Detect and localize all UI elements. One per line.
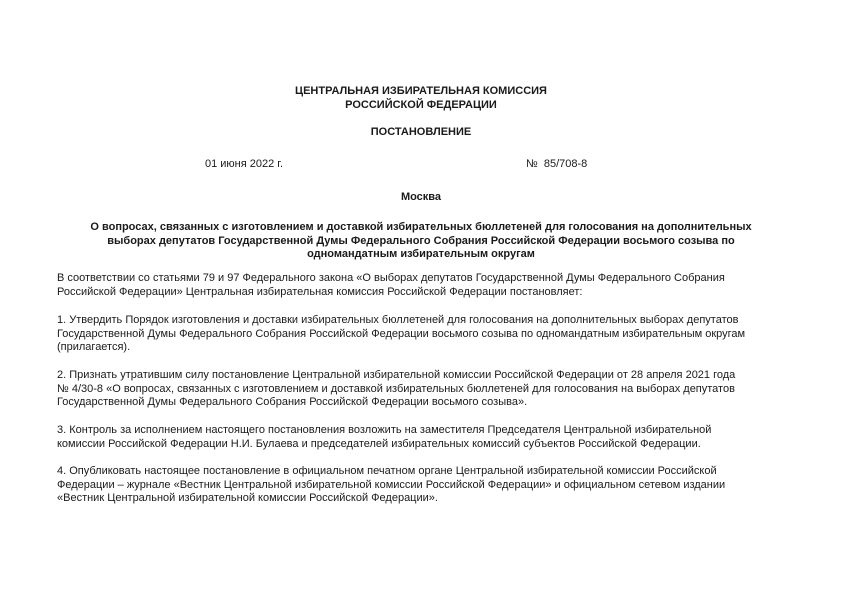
item-4-paragraph <box>57 465 787 506</box>
document-date: 01 июня 2022 г. <box>205 158 284 170</box>
item-2-paragraph <box>57 369 787 410</box>
paragraph-line: 4. Опубликовать настоящее постановление в официальном печатном органе Центральной избирательной комиссии Российской <box>57 465 717 477</box>
title-line: одномандатным избирательным округам <box>307 248 535 260</box>
preamble-paragraph <box>57 272 787 299</box>
paragraph-line: (прилагается). <box>57 341 131 353</box>
org-name-line-1: ЦЕНТРАЛЬНАЯ ИЗБИРАТЕЛЬНАЯ КОМИССИЯ <box>295 85 547 97</box>
org-name-line-2: РОССИЙСКОЙ ФЕДЕРАЦИИ <box>345 99 497 111</box>
paragraph-line: 3. Контроль за исполнением настоящего постановления возложить на заместителя Председателя Центральной избирательной <box>57 424 712 436</box>
paragraph-line: № 4/30-8 «О вопросах, связанных с изготовлением и доставкой избирательных бюллетеней для голосования на выборах депутатов <box>57 382 735 395</box>
item-3-paragraph <box>57 424 787 451</box>
document-title <box>62 221 780 262</box>
title-line: О вопросах, связанных с изготовлением и доставкой избирательных бюллетеней для голосования на дополнительных <box>90 221 752 233</box>
item-1-paragraph <box>57 314 787 355</box>
document-type: ПОСТАНОВЛЕНИЕ <box>370 126 472 138</box>
title-line: выборах депутатов Государственной Думы Федерального Собрания Российской Федерации восьмого созыва по <box>107 234 735 247</box>
paragraph-line: 1. Утвердить Порядок изготовления и доставки избирательных бюллетеней для голосования на дополнительных выборах депутатов <box>57 314 739 326</box>
paragraph-line: Государственной Думы Федерального Собрания Российской Федерации восьмого созыва». <box>57 396 528 408</box>
paragraph-line: Российской Федерации» Центральная избирательная комиссия Российской Федерации постановляет: <box>57 285 583 298</box>
paragraph-line: «Вестник Центральной избирательной комиссии Российской Федерации». <box>57 492 438 504</box>
document-number: № 85/708-8 <box>526 158 588 170</box>
paragraph-line: комиссии Российской Федерации Н.И. Булаева и председателей избирательных комиссий субъектов Российской Федерации. <box>57 437 701 450</box>
paragraph-line: Государственной Думы Федерального Собрания Российской Федерации восьмого созыва по одномандатным избирательным округам <box>57 327 746 340</box>
paragraph-line: Федерации – журнале «Вестник Центральной избирательной комиссии Российской Федерации» и официальном сетевом издании <box>57 478 726 491</box>
paragraph-line: В соответствии со статьями 79 и 97 Федерального закона «О выборах депутатов Государственной Думы Федерального Собрания <box>57 272 725 284</box>
document-city: Москва <box>400 191 442 203</box>
paragraph-line: 2. Признать утратившим силу постановление Центральной избирательной комиссии Российской Федерации от 28 апреля 2021 года <box>57 369 736 381</box>
